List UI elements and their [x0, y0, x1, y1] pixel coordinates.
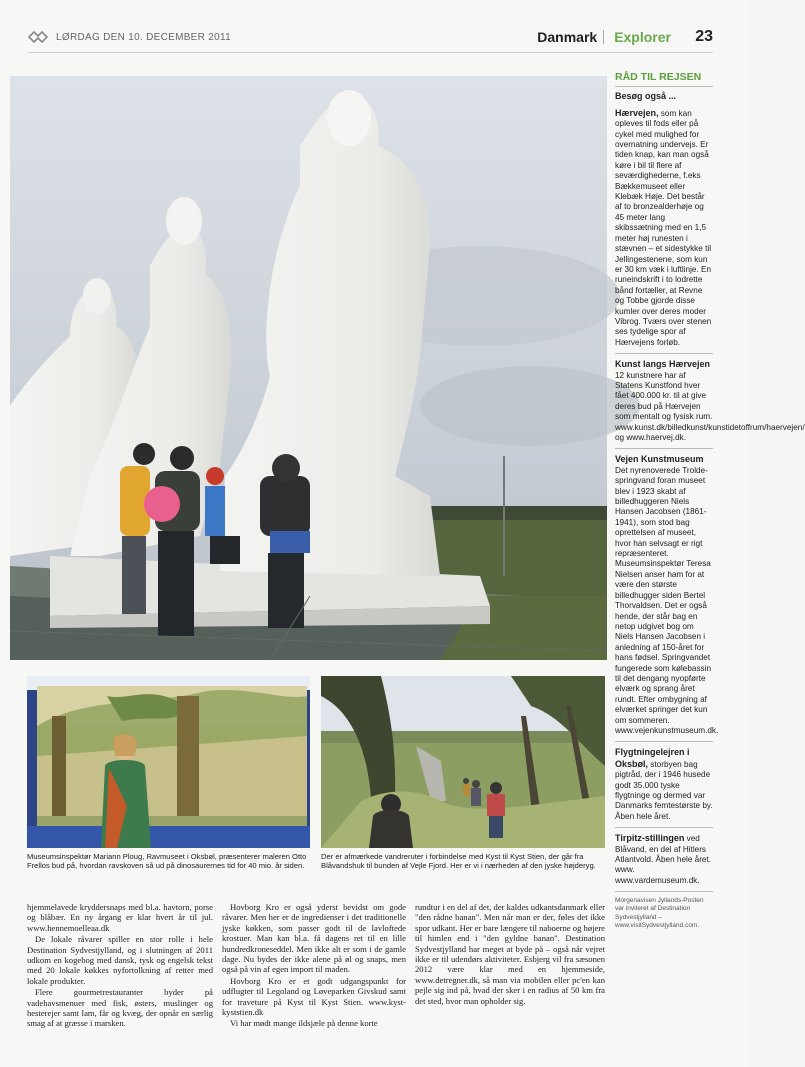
- main-photo-statues: [10, 76, 607, 660]
- sidebar-item-tirpitz: [615, 833, 713, 892]
- section-name: Danmark: [537, 29, 598, 45]
- sidebar-item-text: som kan opleves til fods eller på cykel med mulighed for overnatning undervejs. Er tiden knap, kan man også køre i bil til flere af seværdighederne, f.eks Bækkemuseet eller Klebæk Høje. Det består af to bronzealderhøje og 45 meter lang skibssætning med en 1,5 meter høj runesten i stævnen – et sidestykke til Jellingestenene, som kun er 30 km væk i luftlinje. En runeindskrift i to lodrette bånd fortæller, at Revne og Tobbe gjorde disse kumler over deres moder Vibrog. Tværs over stenen ses tydelige spor af Hærvejens forløb.: [615, 108, 712, 347]
- article-column-3: [415, 902, 605, 1007]
- sidebar-item-haervejen: [615, 108, 713, 354]
- sidebar-item-heading: Kunst langs Hærvejen: [615, 359, 711, 370]
- sidebar-item-flygtningelejren: [615, 747, 713, 828]
- sidebar-item-heading: Tirpitz-stillingen: [615, 833, 685, 844]
- newspaper-logo-icon: [28, 30, 48, 44]
- sidebar-credit: Morgenavisen Jyllands-Posten var inviteret af Destination Sydvestjylland – www.visitSydvestjylland.com.: [615, 897, 704, 929]
- sidebar-subtitle: Besøg også ...: [615, 91, 677, 102]
- sidebar-item-text: Det nyrenoverede Troldespringvand foran museet blev i 1923 skabt af billedhuggeren Niels Hansen Jacobsen (1861-1941), som stod bag oprettelsen af museet, hvor han selvsagt er rigt repræsenteret. Museumsinspektør Teresa Nielsen anser ham for at være den største billedhugger siden Bertel Thorvaldsen. Det er også hende, der står bag en netop udgivet bog om Niels Hansen Jacobsen i anledning af 150-året for hans fødsel. Springvandet fungerede som kølebassin til det dengang nyopførte elværk og sprang året rundt. Efter ombygning af elværket springer det kun om sommeren. www.vejenkunstmuseum.dk.: [615, 465, 719, 735]
- section-divider: [603, 30, 604, 44]
- photo-ravmuseet: [27, 676, 310, 848]
- museum-illustration: [27, 676, 310, 848]
- article-paragraph: Hovborg Kro er et godt udgangspunkt for udflugter til Legoland og Løveparken Givskud samt for traveture på Kyst til Kyst Stien. www.kyst-kyststien.dk: [222, 975, 406, 1018]
- article-paragraph: Vi har mødt mange ildsjæle på denne korte: [230, 1018, 378, 1029]
- article-column-1: [27, 902, 213, 1030]
- dateline: LØRDAG DEN 10. DECEMBER 2011: [56, 32, 231, 43]
- caption-vandrerute: Der er afmærkede vandreruter i forbindelse med Kyst til Kyst Stien, der går fra Blåvandshuk til bunden af Vejle Fjord. Her er vi i nærheden af den jyske højderyg.: [321, 852, 596, 871]
- sidebar-item-heading: Flygtningelejren i Oksbøl,: [615, 747, 690, 769]
- sidebar-item-heading: Hærvejen,: [615, 107, 659, 118]
- sidebar-item-vejen-kunstmuseum: [615, 454, 719, 742]
- sidebar-item-text: ved Blåvand, en del af Hitlers Atlantvold. Åben hele året. www. www.vardemuseum.dk.: [615, 834, 712, 885]
- caption-ravmuseet: Museumsinspektør Mariann Ploug, Ravmuseet i Oksbøl, præsenterer maleren Otto Frellos bud på, hvordan ravskoven så ud på dinosaurernes tid for 40 mio. år siden.: [27, 852, 307, 871]
- travel-tips-sidebar: [615, 70, 805, 940]
- article-paragraph: hjemmelavede kryddersnaps med bl.a. havtorn, porse og blåbær. En ny årgang er klar hvert år til jul. www.hennemoelleaa.dk: [27, 902, 213, 933]
- photo-vandrerute: [321, 676, 605, 848]
- statues-illustration: [10, 76, 607, 660]
- subsection-name: Explorer: [614, 29, 671, 45]
- article-paragraph: De lokale råvarer spiller en stor rolle i hele Destination Sydvestjylland, og i slutningen af 2011 udkom en kogebog med dansk, tysk og engelsk tekst med 20 lokale køkkes nyfortolkning af retter med lokale produkter.: [27, 934, 213, 986]
- sidebar-item-kunst: [615, 359, 805, 449]
- page-number: 23: [695, 28, 713, 45]
- section-label: [537, 29, 671, 45]
- sidebar-title: RÅD TIL REJSEN: [615, 70, 713, 87]
- article-paragraph: Hovborg Kro er også yderst bevidst om gode råvarer. Men her er de ingredienser i det traditionelle jyske køkken, som passer godt til de lavloftede krostuer. Man kan bl.a. få dagens ret til en lille hundredkroneseddel. Men ikke alt er som i de gamle dage. Nu bydes der ikke alene på øl og snaps, men også på vin af egen import til maden.: [222, 902, 406, 975]
- article-paragraph: rundtur i en del af det, der kaldes udkantsdanmark eller "den rådne banan". Men når man er der, føles det ikke spor udkant. Her er bare længere til naboerne og højere til himlen end i "den gyldne banan". Destination Sydvestjylland har meget at byde på – også når vejret ikke er til udendørs aktiviteter. Esbjerg vil fra sæsonen 2012 være klar med en hjemmeside, www.detregner.dk, så man via mobilen eller pc'en kan pejle sig ind på, hvad der sker i en radius af 50 km fra det sted, hvor man opholder sig.: [415, 902, 605, 1006]
- page-header: [28, 26, 713, 53]
- sidebar-item-text: storbyen bag pigtråd, der i 1946 husede godt 35.000 tyske flygtninge og dermed var Danmarks femtestørste by. Åben hele året.: [615, 759, 713, 821]
- hiking-illustration: [321, 676, 605, 848]
- article-column-2: [222, 902, 406, 1030]
- sidebar-item-heading: Vejen Kunstmuseum: [615, 454, 704, 465]
- sidebar-item-text: 12 kunstnere har af Statens Kunstfond hver fået 400.000 kr. til at give deres bud på Hærvejen som mentalt og fysisk rum. www.kunst.dk/billedkunst/kunstidetoffrum/haervejen/ og www.haervej.dk.: [615, 370, 805, 442]
- article-paragraph: Flere gourmetrestauranter byder på vadehavsmenuer med fisk, østers, muslinger og hesterejer samt lam, får og kvæg, der opnår en særlig smag af at græsse i marsken.: [27, 987, 213, 1029]
